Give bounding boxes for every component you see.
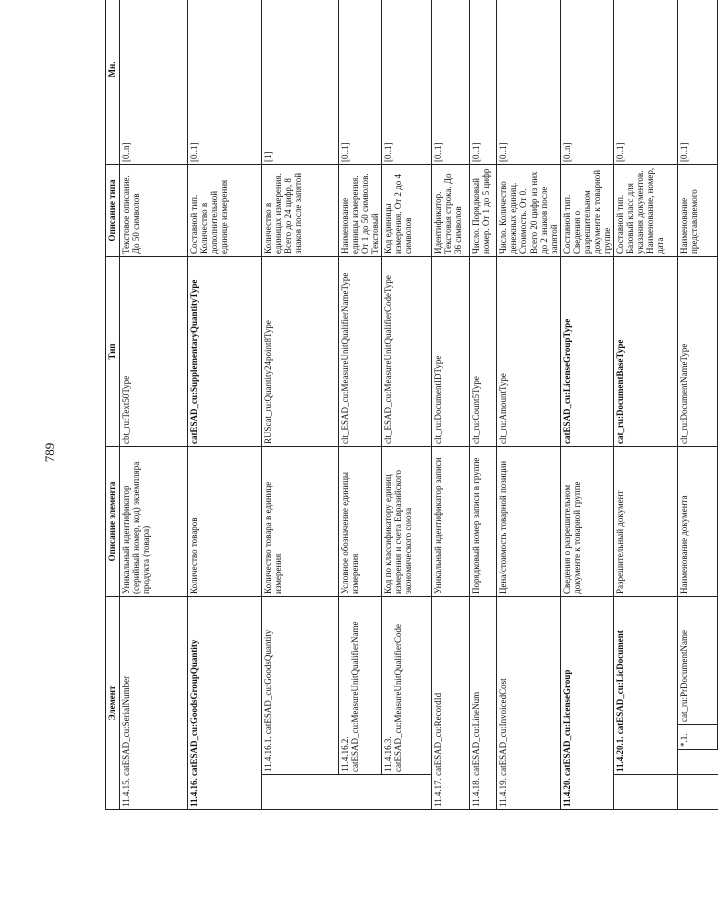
multiplicity: [1]: [262, 0, 339, 164]
table-row: [497, 0, 560, 810]
element-name: catESAD_cu:SerialNumber: [121, 675, 131, 776]
element-name: catESAD_cu:MeasureUnitQualifierName: [350, 621, 361, 772]
row-number: 11.4.16.2.: [340, 736, 350, 772]
element-name: catESAD_cu:InvoicedCost: [498, 678, 509, 776]
element-name: catESAD_cu:LineNum: [471, 691, 482, 776]
element-cell: [382, 596, 432, 774]
element-description: Количество товаров: [188, 446, 262, 596]
table-row: [382, 0, 432, 810]
element-description: Уникальный идентификатор (серийный номер, код) экземпляра продукта (товара): [120, 446, 188, 596]
table-row: [432, 0, 470, 810]
page-number: 789: [42, 442, 57, 463]
type-description: Составной тип. Базовый класс для указания документов. Наименование, номер, дата: [614, 164, 678, 256]
table-row: [678, 0, 718, 810]
element-cell: [262, 596, 339, 774]
indent-cell: [678, 775, 718, 810]
multiplicity: [0..n]: [560, 0, 613, 164]
indent-cell: [262, 775, 339, 810]
table-row: [262, 0, 339, 810]
element-cell: [188, 596, 262, 809]
element-description: Уникальный идентификатор записи: [432, 446, 470, 596]
row-number: 11.4.16.3.: [383, 736, 394, 772]
type-description: Идентификатор. Текстовая строка. До 36 символов: [432, 164, 470, 256]
element-cell: [497, 596, 560, 809]
element-cell: [432, 596, 470, 809]
element-name: catESAD_cu:GoodsQuantity: [263, 629, 273, 735]
element-cell: [614, 596, 678, 774]
type-name: cbt_ru:Text50Type: [120, 256, 188, 446]
multiplicity: [0..n]: [120, 0, 188, 164]
multiplicity: [0..1]: [497, 0, 560, 164]
multiplicity: [0..1]: [188, 0, 262, 164]
element-name: catESAD_cu:GoodsGroupQuantity: [189, 639, 199, 776]
indent-cell: [382, 775, 432, 810]
element-table: [105, 0, 718, 810]
indent-cell: [339, 775, 382, 810]
row-number: 11.4.18.: [471, 778, 482, 807]
type-name: RUScat_ru:Quantity24point8Type: [262, 256, 339, 446]
row-number: 11.4.17.: [433, 778, 444, 807]
multiplicity: [0..1]: [432, 0, 470, 164]
element-name: catESAD_cu:RecordId: [433, 692, 444, 776]
element-name: catESAD_cu:LicDocument: [615, 630, 626, 735]
row-number: 11.4.16.: [189, 778, 199, 807]
type-name: clt_ru:AmountType: [497, 256, 560, 446]
table-row: [470, 0, 497, 810]
type-name: clt_ru:DocumentIDType: [432, 256, 470, 446]
element-description: Наименование документа: [678, 446, 718, 596]
row-number: *.1.: [678, 725, 718, 750]
type-description: Составной тип. Количество в дополнительной единице измерения: [188, 164, 262, 256]
table-row: [120, 0, 188, 810]
element-description: Условное обозначение единицы измерения: [339, 446, 382, 596]
type-description: Число. Порядковый номер. От 1 до 5 цифр: [470, 164, 497, 256]
multiplicity: [0..1]: [470, 0, 497, 164]
element-cell: [470, 596, 497, 809]
multiplicity: [0..1]: [382, 0, 432, 164]
header-element-description: Описание элемента: [106, 446, 120, 596]
table-row: [560, 0, 613, 810]
element-description: Цена/стоимость товарной позиции: [497, 446, 560, 596]
element-description: Количество товара в единице измерения: [262, 446, 339, 596]
table-row: [188, 0, 262, 810]
element-name: catESAD_cu:MeasureUnitQualifierCode: [393, 624, 404, 772]
header-type: Тип: [106, 256, 120, 446]
table-row: [339, 0, 382, 810]
type-description: Число. Количество денежных единиц. Стоимость. От 0. Всего 20 цифр из них до 2 знаков после запятой: [497, 164, 560, 256]
element-cell: [560, 596, 613, 809]
row-number: 11.4.16.1.: [263, 736, 273, 772]
type-description: Наименование единицы измерения. От 1 до 50 символов. Текстовый: [339, 164, 382, 256]
element-name: cat_ru:PrDocumentName: [678, 596, 718, 724]
type-name: clt_ESAD_cu:MeasureUnitQualifierNameType: [339, 256, 382, 446]
type-name: clt_ESAD_cu:MeasureUnitQualifierCodeType: [382, 256, 432, 446]
row-number: 11.4.15.: [121, 778, 131, 807]
element-cell: [339, 596, 382, 774]
element-cell: [120, 596, 188, 809]
multiplicity: [0..1]: [678, 0, 718, 164]
type-name: cat_ru:DocumentBaseType: [614, 256, 678, 446]
multiplicity: [0..1]: [339, 0, 382, 164]
type-description: Количество в единицах измерения. Всего до 24 цифр, 8 знаков после запятой: [262, 164, 339, 256]
element-description: Код по классификатору единиц измерения и счета Евразийского экономического союза: [382, 446, 432, 596]
table-row: [614, 0, 678, 810]
multiplicity: [0..1]: [614, 0, 678, 164]
header-type-description: Описание типа: [106, 164, 120, 256]
type-description: Код единицы измерения. От 2 до 4 символов: [382, 164, 432, 256]
header-row: [106, 0, 120, 810]
type-description: Составной тип. Сведения о разрешительном документе к товарной группе: [560, 164, 613, 256]
row-number: 11.4.20.: [561, 778, 572, 807]
type-name: catESAD_cu:LicenseGroupType: [560, 256, 613, 446]
type-description: Текстовое описание. До 50 символов: [120, 164, 188, 256]
type-description: Наименование представляемого: [678, 164, 718, 256]
type-name: clt_ru:DocumentNameType: [678, 256, 718, 446]
element-description: Разрешительный документ: [614, 446, 678, 596]
element-description: Сведения о разрешительном документе к товарной группе: [560, 446, 613, 596]
type-name: catESAD_cu:SupplementaryQuantityType: [188, 256, 262, 446]
element-name: catESAD_cu:LicenseGroup: [561, 669, 572, 776]
row-number: 11.4.20.1.: [615, 736, 626, 772]
header-multiplicity: Мн.: [106, 0, 120, 164]
indent-cell: [678, 750, 718, 775]
element-description: Порядковый номер записи в группе: [470, 446, 497, 596]
indent-cell: [614, 775, 678, 810]
row-number: 11.4.19.: [498, 778, 509, 807]
header-element: Элемент: [106, 596, 120, 809]
type-name: clt_ru:Count5Type: [470, 256, 497, 446]
